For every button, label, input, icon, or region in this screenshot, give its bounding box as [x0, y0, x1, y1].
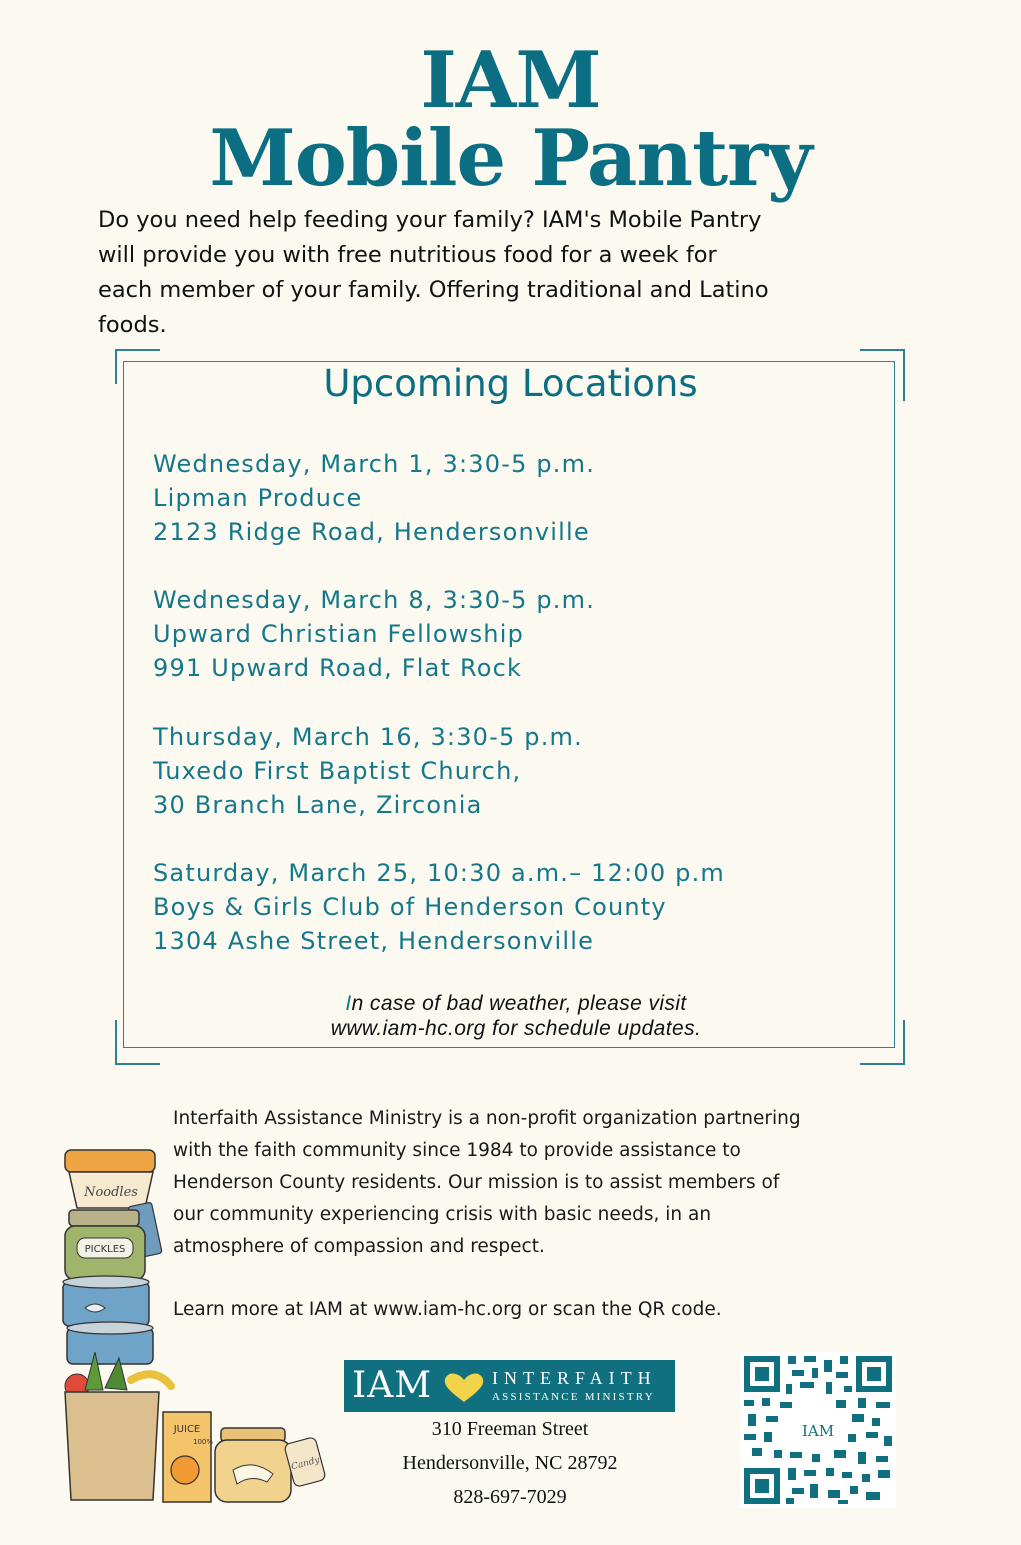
iam-logo — [344, 1360, 675, 1412]
food-illustration — [55, 1140, 335, 1510]
weather-line2: www.iam-hc.org for schedule updates. — [330, 1017, 702, 1040]
weather-line1: n case of bad weather, please visit — [351, 992, 687, 1015]
noodles-label: Noodles — [84, 1185, 138, 1200]
juice-percent-label: 100% — [192, 1438, 214, 1446]
address-city: Hendersonville, NC 28792 — [402, 1452, 618, 1474]
location-when: Saturday, March 25, 10:30 a.m.– 12:00 p.m — [153, 859, 725, 887]
frame-corner-accent — [115, 1063, 160, 1065]
intro-line: will provide you with free nutritious food for a week for — [98, 242, 717, 268]
location-place: Upward Christian Fellowship — [153, 620, 525, 648]
learn-more-text: Learn more at IAM at www.iam-hc.org or scan the QR code. — [173, 1299, 722, 1320]
frame-corner-accent — [115, 1020, 117, 1065]
heart-icon — [440, 1370, 488, 1404]
weather-notice — [256, 991, 776, 1041]
about-line: Henderson County residents. Our mission is to assist members of — [173, 1172, 780, 1193]
locations-heading: Upcoming Locations — [323, 362, 698, 405]
qr-code[interactable] — [740, 1352, 896, 1508]
location-when: Thursday, March 16, 3:30-5 p.m. — [153, 723, 583, 751]
frame-corner-accent — [860, 349, 905, 351]
location-place: Tuxedo First Baptist Church, — [153, 757, 522, 785]
location-address: 30 Branch Lane, Zirconia — [153, 791, 483, 819]
phone-number: 828-697-7029 — [453, 1486, 567, 1508]
location-when: Wednesday, March 1, 3:30-5 p.m. — [153, 450, 596, 478]
location-entry — [153, 583, 873, 685]
intro-line: Do you need help feeding your family? IAM's Mobile Pantry — [98, 207, 762, 233]
location-when: Wednesday, March 8, 3:30-5 p.m. — [153, 586, 596, 614]
location-place: Lipman Produce — [153, 484, 363, 512]
address-street: 310 Freeman Street — [431, 1418, 589, 1440]
frame-corner-accent — [860, 1063, 905, 1065]
intro-line: foods. — [98, 312, 167, 338]
location-address: 1304 Ashe Street, Hendersonville — [153, 927, 595, 955]
about-line: Interfaith Assistance Ministry is a non-profit organization partnering — [173, 1108, 801, 1129]
location-address: 2123 Ridge Road, Hendersonville — [153, 518, 590, 546]
pickles-label: PICKLES — [84, 1244, 126, 1255]
location-entry — [153, 720, 873, 822]
intro-paragraph — [98, 203, 918, 343]
juice-label: JUICE — [173, 1424, 201, 1435]
about-line: with the faith community since 1984 to provide assistance to — [173, 1140, 741, 1161]
candy-label: Candy — [290, 1455, 321, 1473]
logo-mark: IAM — [352, 1365, 433, 1406]
qr-center-mark: IAM — [801, 1422, 835, 1440]
location-place: Boys & Girls Club of Henderson County — [153, 893, 667, 921]
location-entry — [153, 856, 873, 958]
about-line: our community experiencing crisis with basic needs, in an — [173, 1204, 712, 1225]
page-title-line1: IAM — [420, 35, 601, 126]
about-line: atmosphere of compassion and respect. — [173, 1236, 545, 1257]
location-entry — [153, 447, 873, 549]
logo-line1: INTERFAITH — [492, 1368, 657, 1388]
page-title-line2: Mobile Pantry — [209, 113, 812, 204]
weather-first-letter: I — [345, 992, 352, 1015]
logo-line2: ASSISTANCE MINISTRY — [492, 1391, 655, 1403]
frame-corner-accent — [903, 1020, 905, 1065]
frame-corner-accent — [115, 349, 160, 351]
intro-line: each member of your family. Offering traditional and Latino — [98, 277, 769, 303]
location-address: 991 Upward Road, Flat Rock — [153, 654, 523, 682]
